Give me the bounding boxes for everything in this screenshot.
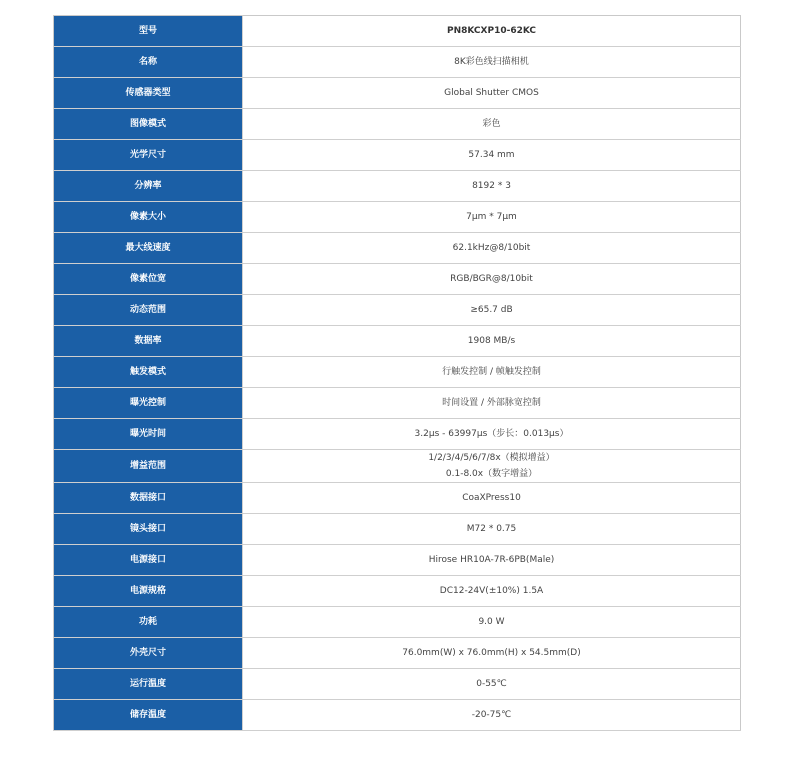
spec-row-max-line-rate: [54, 233, 741, 264]
spec-value-power-connector: Hirose HR10A-7R-6PB(Male): [243, 545, 741, 576]
spec-label-sensor-type: 传感器类型: [54, 78, 243, 109]
spec-value-storage-temperature: -20-75℃: [243, 700, 741, 731]
spec-value-pixel-size: 7μm * 7μm: [243, 202, 741, 233]
spec-row-model: [54, 16, 741, 47]
spec-row-storage-temperature: [54, 700, 741, 731]
spec-label-data-interface: 数据接口: [54, 483, 243, 514]
spec-value-operating-temperature: 0-55℃: [243, 669, 741, 700]
spec-row-trigger-mode: [54, 357, 741, 388]
spec-row-sensor-type: [54, 78, 741, 109]
spec-row-gain-range: [54, 450, 741, 483]
spec-label-exposure-time: 曝光时间: [54, 419, 243, 450]
spec-label-power-connector: 电源接口: [54, 545, 243, 576]
spec-label-gain-range: 增益范围: [54, 450, 243, 483]
spec-value-gain-range: [243, 450, 741, 483]
spec-value-power-spec: DC12-24V(±10%) 1.5A: [243, 576, 741, 607]
spec-value-gain-range-analog: 1/2/3/4/5/6/7/8x（模拟增益）: [428, 453, 555, 463]
spec-value-resolution: 8192 * 3: [243, 171, 741, 202]
spec-row-lens-mount: [54, 514, 741, 545]
spec-label-dynamic-range: 动态范围: [54, 295, 243, 326]
spec-row-resolution: [54, 171, 741, 202]
spec-label-image-mode: 图像模式: [54, 109, 243, 140]
spec-row-operating-temperature: [54, 669, 741, 700]
spec-label-trigger-mode: 触发模式: [54, 357, 243, 388]
spec-row-pixel-size: [54, 202, 741, 233]
spec-label-optical-size: 光学尺寸: [54, 140, 243, 171]
spec-value-exposure-control: 时间设置 / 外部脉宽控制: [243, 388, 741, 419]
spec-value-sensor-type: Global Shutter CMOS: [243, 78, 741, 109]
spec-value-data-interface: CoaXPress10: [243, 483, 741, 514]
spec-row-optical-size: [54, 140, 741, 171]
spec-row-power-spec: [54, 576, 741, 607]
spec-value-model: PN8KCXP10-62KC: [243, 16, 741, 47]
spec-value-lens-mount: M72 * 0.75: [243, 514, 741, 545]
spec-row-name: [54, 47, 741, 78]
spec-row-pixel-bit-depth: [54, 264, 741, 295]
spec-value-image-mode: 彩色: [243, 109, 741, 140]
spec-row-power-connector: [54, 545, 741, 576]
spec-label-lens-mount: 镜头接口: [54, 514, 243, 545]
spec-label-pixel-size: 像素大小: [54, 202, 243, 233]
spec-row-exposure-control: [54, 388, 741, 419]
spec-row-exposure-time: [54, 419, 741, 450]
spec-label-housing-size: 外壳尺寸: [54, 638, 243, 669]
spec-value-power-consumption: 9.0 W: [243, 607, 741, 638]
spec-label-power-consumption: 功耗: [54, 607, 243, 638]
spec-label-model: 型号: [54, 16, 243, 47]
spec-value-pixel-bit-depth: RGB/BGR@8/10bit: [243, 264, 741, 295]
spec-value-data-rate: 1908 MB/s: [243, 326, 741, 357]
spec-row-housing-size: [54, 638, 741, 669]
spec-label-pixel-bit-depth: 像素位宽: [54, 264, 243, 295]
spec-label-data-rate: 数据率: [54, 326, 243, 357]
spec-row-power-consumption: [54, 607, 741, 638]
spec-label-name: 名称: [54, 47, 243, 78]
spec-row-data-rate: [54, 326, 741, 357]
spec-value-dynamic-range: ≥65.7 dB: [243, 295, 741, 326]
spec-label-max-line-rate: 最大线速度: [54, 233, 243, 264]
spec-value-gain-range-digital: 0.1-8.0x（数字增益）: [445, 469, 538, 479]
spec-label-resolution: 分辨率: [54, 171, 243, 202]
spec-label-operating-temperature: 运行温度: [54, 669, 243, 700]
spec-row-data-interface: [54, 483, 741, 514]
specification-table: [53, 15, 741, 731]
spec-value-housing-size: 76.0mm(W) x 76.0mm(H) x 54.5mm(D): [243, 638, 741, 669]
spec-value-name: 8K彩色线扫描相机: [243, 47, 741, 78]
spec-label-exposure-control: 曝光控制: [54, 388, 243, 419]
spec-row-dynamic-range: [54, 295, 741, 326]
spec-label-power-spec: 电源规格: [54, 576, 243, 607]
spec-value-optical-size: 57.34 mm: [243, 140, 741, 171]
spec-row-image-mode: [54, 109, 741, 140]
spec-label-storage-temperature: 储存温度: [54, 700, 243, 731]
spec-value-exposure-time: 3.2μs - 63997μs（步长：0.013μs）: [243, 419, 741, 450]
spec-value-trigger-mode: 行触发控制 / 帧触发控制: [243, 357, 741, 388]
spec-value-max-line-rate: 62.1kHz@8/10bit: [243, 233, 741, 264]
